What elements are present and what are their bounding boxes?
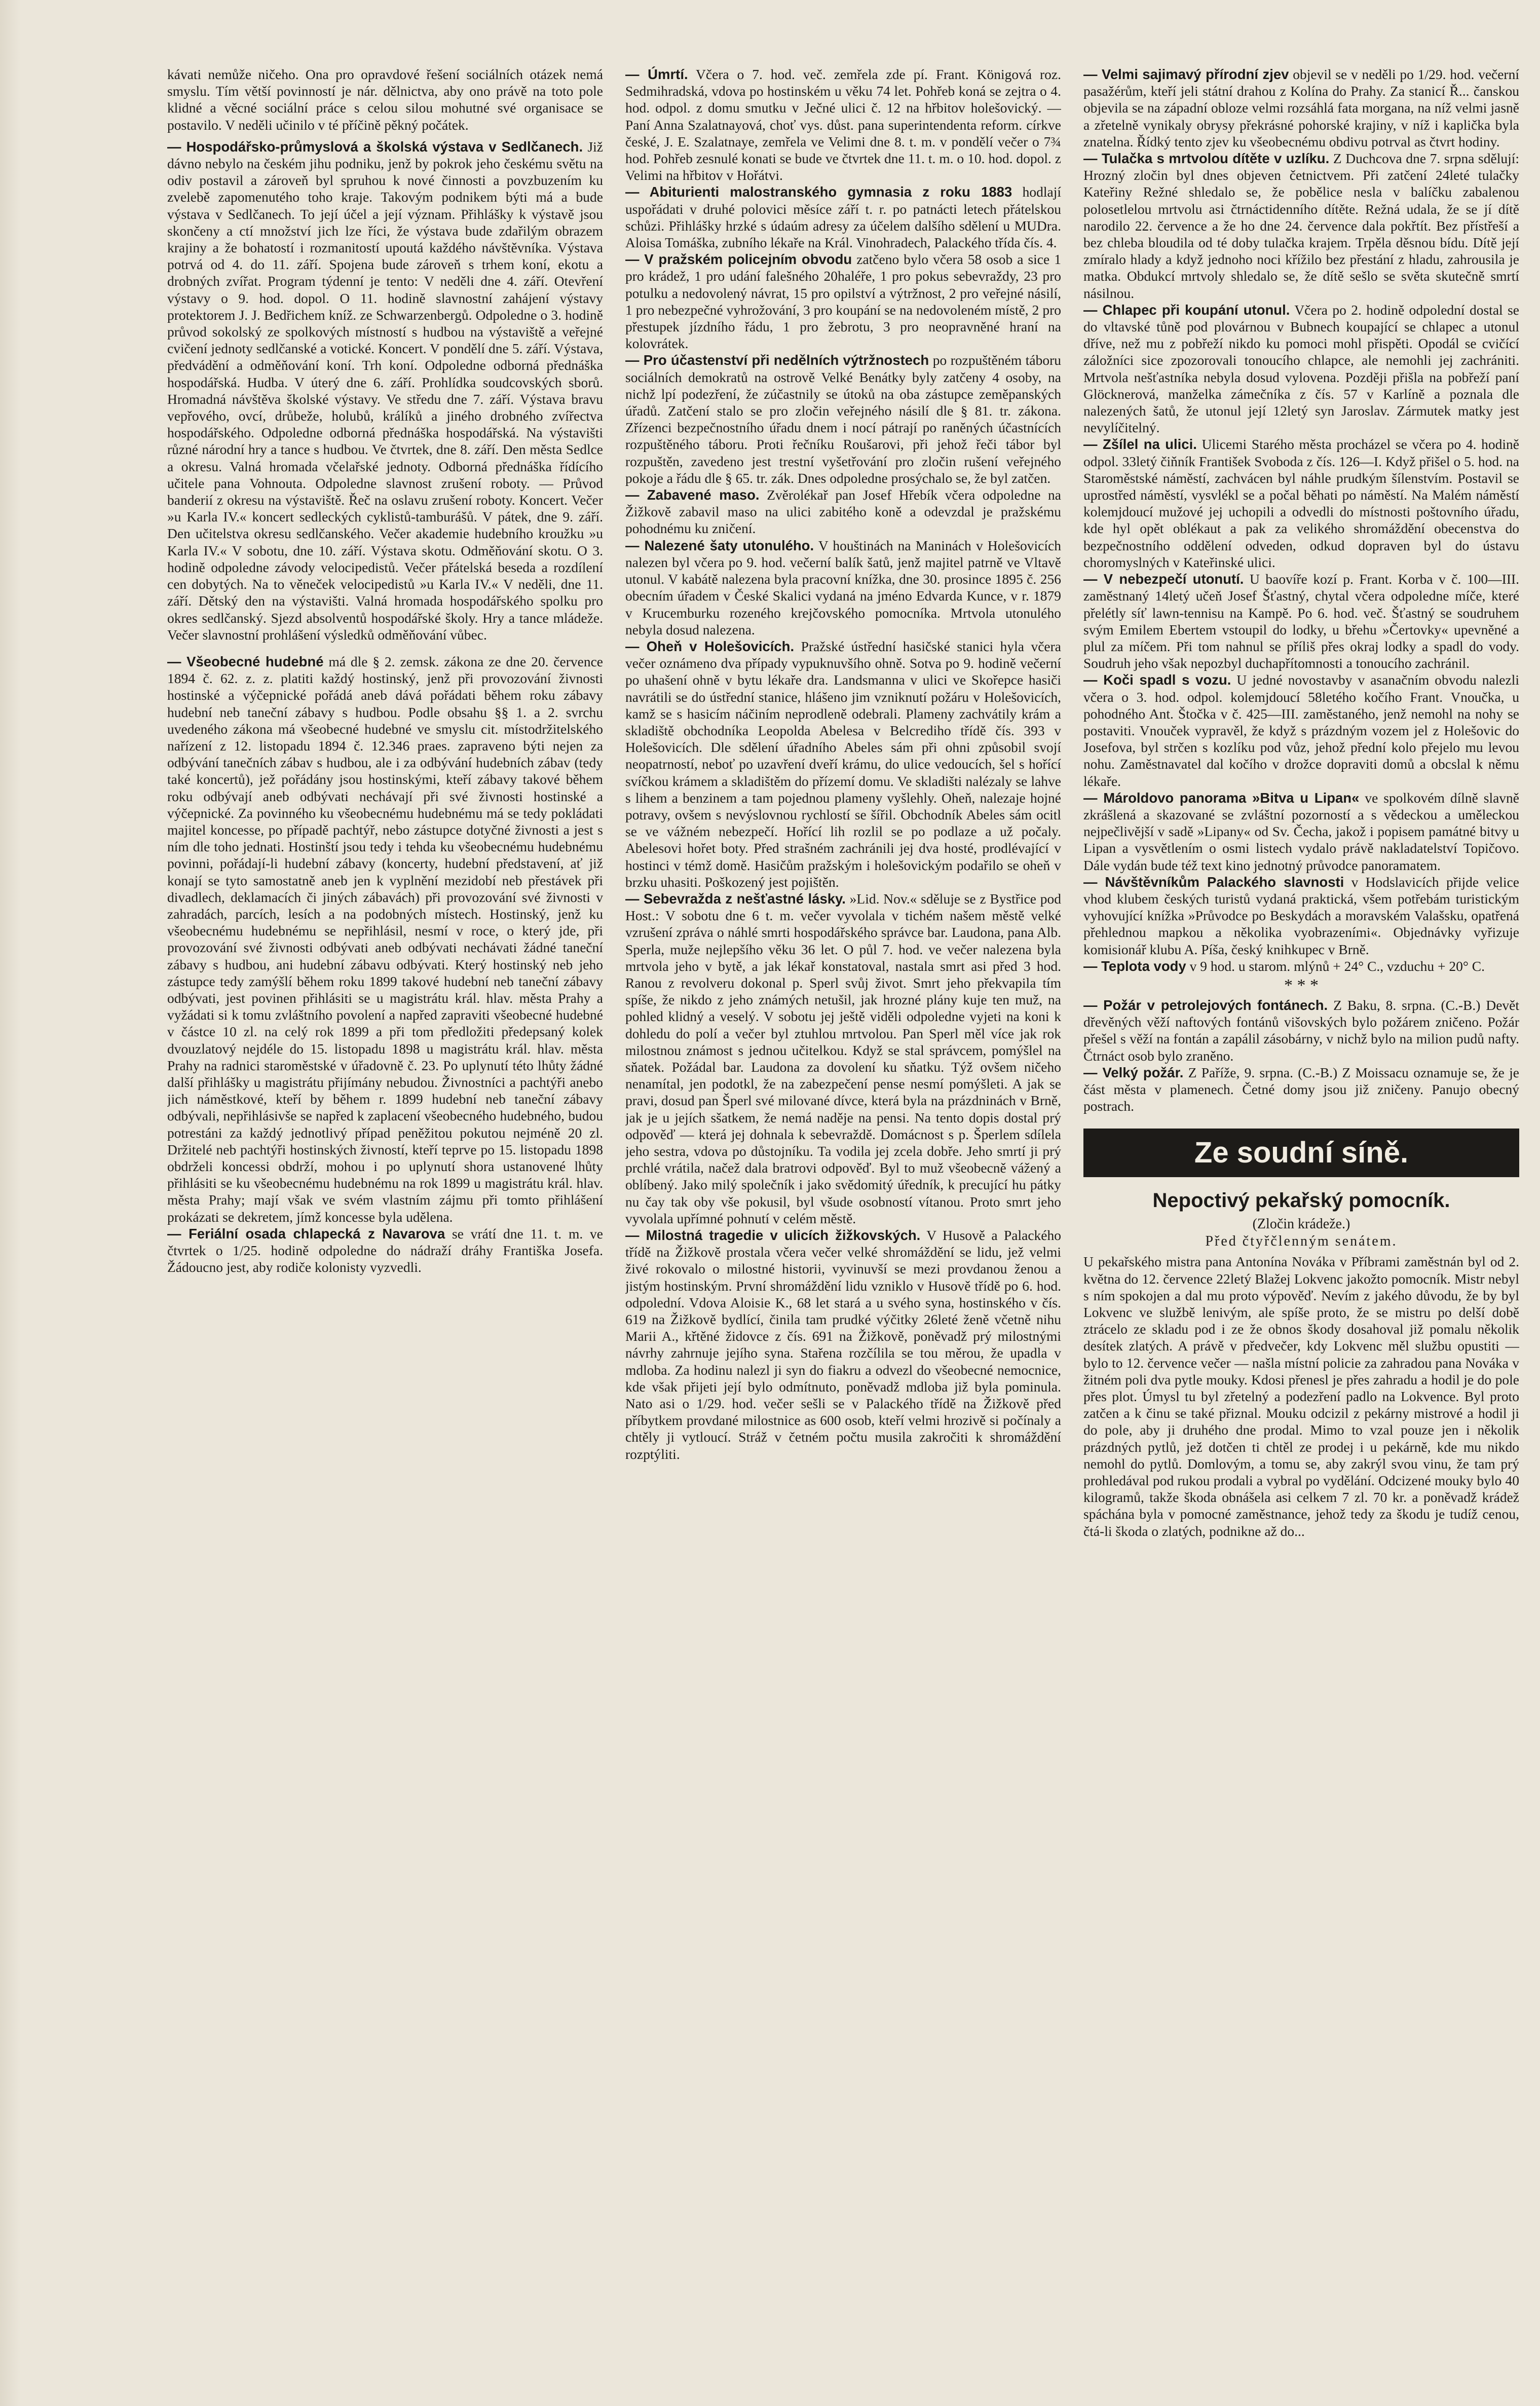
news-headline: — Všeobecné hudebné bbox=[167, 653, 324, 669]
news-item bbox=[1083, 66, 1519, 150]
article-kicker: Před čtyřčlenným senátem. bbox=[1205, 1233, 1398, 1250]
news-headline: — Požár v petrolejových fontánech. bbox=[1083, 997, 1328, 1013]
news-headline: — Zšílel na ulici. bbox=[1083, 436, 1197, 453]
news-item bbox=[1083, 790, 1519, 874]
news-item bbox=[625, 183, 1061, 251]
news-body: má dle § 2. zemsk. zákona ze dne 20. července 1894 č. 62. z. z. platiti každý hostinský, jenž při provozování živnosti hostinské a výčepnické pořádá aneb dává pořádati během roku zábavy hudební neb taneční zábavy s hudbou. Podle obsahu §§ 1. a 2. svrchu uvedeného zákona má všeobecné hudebné ve smyslu cit. místodržitelského nařízení z 12. listopadu 1894 č. 12.346 praes. zapraveno býti nejen za odbývání tanečních zábav s hudbou, ale i za odbývání hudebních zábav (tedy také koncertů), jež pořádány jsou hostinskými, kteří zábavy takové během roku odbývají aneb odbývati nechávají při své živnosti hostinské a výčepnické. Za povinného ku všeobecnému hudebnému má se tedy pokládati majitel koncesse, po případě pachtýř, nebo zástupce dotyčné živnosti a jest s ním dle toho jednati. Hostinští jsou tedy i tehda ku všeobecnému hudebnému povinni, pořádají-li hudební zábavy (koncerty, hudební představení, ať již konají se tyto samostatně aneb jen k vyplnění mezidobí neb přestávek při divadlech, deklamacích či jiných zábavách) při provozování své živnosti v zahradách, parcích, lesích a na podobných místech. Hostinský, jenž ku všeobecnému hudebnému se nepřihlásil, nesmí v roce, o který jde, při provozování své živnosti odbývati aneb odbývati nechávati žádné taneční zábavy s hudbou, ani hudební zábavu odbývati. Který hostinský neb jeho zástupce tedy zamýšlí během roku 1899 takové hudební neb taneční zábavy odbývati, jest povinen přihlásiti se u magistrátu král. hlav. města Prahy a vyžádati si k tomu zvláštního povolení a napřed zapraviti všeobecné hudebné v částce 10 zl. na celý rok 1899 a při tom předložiti předepsaný kolek dvouzlatový nejdéle do 15. listopadu 1898 u magistrátu král. hlav. města Prahy na radnici staroměstské v úřadovně č. 23. Po uplynutí této lhůty žádné další přihlášky u magistrátu přijímány nebudou. Živnostníci a pachtýři anebo jich náměstkové, kteří by během r. 1899 hudební neb taneční zábavy odbývali, nepřihlásivše se napřed k zaplacení všeobecného hudebného, budou potrestáni za každý jednotlivý případ peněžitou pokutou nejméně 20 zl. Držitelé neb pachtýři hostinských živností, kteří teprve po 15. listopadu 1898 obdrželi koncessi obdrží, mohou i po uplynutí shora ustanovené lhůty přihlásiti se ku všeobecnému hudebnému na rok 1899 u magistrátu král. hlav. města Prahy; mají však ve svém vlastním zájmu při tomto přihlášení prokázati se dekretem, jímž koncesse byla udělena. bbox=[167, 653, 603, 1225]
news-body: Z Paříže, 9. srpna. (C.-B.) Z Moissacu oznamuje se, že je část města v plamenech. Četné domy jsou již zničeny. Panujo obecný postrach. bbox=[1083, 1064, 1519, 1114]
news-item bbox=[1083, 302, 1519, 436]
news-headline: — Návštěvníkům Palackého slavnosti bbox=[1083, 874, 1344, 890]
column-3 bbox=[1083, 66, 1519, 2377]
news-headline: — Pro účastenství při nedělních výtržnostech bbox=[625, 352, 929, 368]
news-body: »Lid. Nov.« sděluje se z Bystřice pod Host.: V sobotu dne 6 t. m. večer vyvolala v tichém našem městě velké vzrušení zpráva o náhlé smrti hospodářského správce bar. Laudona, pana Alb. Sperla, muže nejlepšího věku 36 let. O půl 7. hod. ve večer nalezena byla mrtvola jeho v bytě, a jak lékař konstatoval, nastala smrt asi před 3 hod. Ranou z revolveru dokonal p. Sperl svůj život. Smrt jeho překvapila tím spíše, že nikdo z jeho známých netušil, jak hrozné plány kuje ten muž, na pohled klidný a veselý. V sobotu jej ještě viděli odpoledne vyjeti na koni k dohledu do polí a večer byl ztuhlou mrtvolou. Pan Sperl měl více jak rok milostnou známost s jednou učitelkou. Když se stal správcem, pomýšlel na sňatek. Požádal bar. Laudona za dovolení ku sňatku. Týž ovšem ničeho nenamítal, jen podotkl, že na zabezpečení pense nesmí pomýšleti. A jak se pravi, dosud pan Šperl své milované dívce, která byla na prázdninách v Brně, jak je u jejích sšatkem, že nemá naděje na pensi. Na tento dopis dostal prý odpověď — která jej dohnala k sebevraždě. Domácnost s p. Šperlem sdílela jeho sestra, vdova po důstojníku. Ta vodila jej zcela dobře. Jeho smrtí ji prý prchlé vrátila, načež dala bratrovi odpověď. Byl to muž všeobecně vážený a oblíbený. Jako milý společník i jako svědomitý úředník, k precující hu pátky nu čay tak oby vše pokusil, byl všude osobností vítanou. Proto smrt jeho vyvolala upřímné pohnutí v celém městě. bbox=[625, 890, 1061, 1226]
separator-stars: * * * bbox=[1284, 975, 1319, 995]
news-item bbox=[1083, 671, 1519, 789]
news-body: Ulicemi Starého města procházel se včera po 4. hodině odpol. 33letý čiňník František Svoboda z čís. 126—I. Když přišel o 5. hod. na Staroměstské náměstí, zachvácen byl náhle prudkým šílenstvím. Postavil se uprostřed náměstí, vysvlékl se a počal běhati po náměstí. Na Malém náměstí kolemjdoucí mužové jej uchopili a odvedli do místnosti poštovního úřadu, kde hyl opět oblékaut a pak za velikého shromáždění obecenstva do bezpečnostního oddělení odveden, odkud dopraven byl do ústavu choromyslných v Kateřinské ulici. bbox=[1083, 436, 1519, 570]
news-headline: — V pražském policejním obvodu bbox=[625, 251, 852, 268]
column-2 bbox=[625, 66, 1061, 2377]
news-headline: — Feriální osada chlapecká z Navarova bbox=[167, 1225, 445, 1242]
news-headline: — Abiturienti malostranského gymnasia z roku 1883 bbox=[625, 184, 1012, 200]
news-headline: — Velmi sajimavý přírodní zjev bbox=[1083, 66, 1289, 82]
article-title: Nepoctivý pekařský pomocník. bbox=[1152, 1189, 1450, 1212]
news-body: hodlají uspořádati v druhé polovici měsíce září t. r. po patnácti letech přátelskou schůzi. Přihlášky hrzké s údaúm adresy za účelem dalšího sdělení u MUDra. Aloisa Tomáška, zubního lékaře na Král. Vinohradech, Palackého třída čís. 4. bbox=[625, 184, 1061, 251]
news-item bbox=[625, 486, 1061, 537]
news-headline: — Tulačka s mrtvolou dítěte v uzlíku. bbox=[1083, 151, 1330, 167]
news-headline: — V nebezpečí utonutí. bbox=[1083, 571, 1244, 587]
news-body: ve spolkovém dílně slavně zkrášlená a skazované se zvláštní pozorností a s vědeckou a uměleckou nejpečlivější v sadě »Lipany« od Sv. Čecha, jakož i popisem památné bitvy u Lipan a vysvětlením o osmi listech vydalo právě nakladatelství Topičovo. Dále vydán bude též text kino jednotný průvodce panoramatem. bbox=[1083, 790, 1519, 873]
news-headline: — Oheň v Holešovicích. bbox=[625, 638, 795, 654]
news-body: Včera po 2. hodině odpolední dostal se do vltavské tůně pod plovárnou v Bubnech koupající se chlapec a utonul dříve, než mu z pobřeží nikdo ku pomoci mohl přispěti. Opodál se cvičící záložníci sice zpozorovali tonoucího chlapce, ale nemohli jej zachrániti. Mrtvola nešťastníka nebyla dosud vylovena. Později přišla na pobřeží paní Glöcknerová, manželka zámečníka z čís. 57 v Karlíně a poznala dle nalezených šatů, že utonul její 12letý syn Jaroslav. Zármutek matky jest nevylíčitelný. bbox=[1083, 302, 1519, 436]
news-body: U jedné novostavby v asanačním obvodu nalezli včera o 3. hod. odpol. kolemjdoucí 58letého kočího Frant. Vnoučka, u pohodného Ant. Štočka v č. 425—III. zaměstaného, jenž nemohl na nohy se postaviti. Vnouček vypravěl, že když s prázdným vozem jel z Holešovic do Josefova, byl strčen s kozlíku pod vůz, jehož přední kolo přejelo mu levou nohu. Zaměstnavatel dal kočího v drožce dopraviti domů a obcslal k němu lékaře. bbox=[1083, 672, 1519, 789]
news-headline: — Hospodářsko-průmyslová a školská výstava v Sedlčanech. bbox=[167, 138, 583, 155]
news-item bbox=[1083, 571, 1519, 671]
news-headline: — Mároldovo panorama »Bitva u Lipan« bbox=[1083, 790, 1360, 806]
news-body: U baovíře kozí p. Frant. Korba v č. 100—III. zaměstnaný 14letý učeň Josef Šťastný, chytal včera odpoledne míče, které přelétly síť lawn-tennisu na Kampě. Po 6. hod. več. Šťastný se soudruhem svým Emilem Ebertem vstoupil do lodky, u břehu »Čertovky« upevněné a plul za míčem. Při tom nahnul se příliš přes okraj lodky a spadl do vody. Soudruh jeho však nepozbyl duchapřítomnosti a tonoucího zachránil. bbox=[1083, 571, 1519, 671]
news-headline: — Zabavené maso. bbox=[625, 487, 760, 503]
news-body: v Hodslavicích přijde velice vhod klubem českých turistů vydaná praktická, všem potřebám turistickým vyhovující knížka »Průvodce po Beskydách a moravském Valašsku, opatřená přehlednou mapkou a několika vyobrazeními«. Objednávky vyřizuje komisionář klubu A. Píša, český knihkupec v Brně. bbox=[1083, 874, 1519, 957]
news-body: Včera o 7. hod. več. zemřela zde pí. Frant. Königová roz. Sedmihradská, vdova po hostinském u věku 74 let. Pohřeb koná se zejtra o 4. hod. odpol. z domu smutku v Ječné ulici č. 12 na hřbitov holešovický. — Paní Anna Szalatnayová, choť vys. důst. pana superintendenta reform. církve české, J. E. Szalatnaye, zemřela ve Velimi dne 8. t. m. v pondělí večer o 7¾ hod. Pohřeb zesnulé konati se bude ve čtvrtek dne 11. t. m. o 10. hod. dopol. z Velimi na hřbitov v Hořátvi. bbox=[625, 66, 1061, 183]
news-item bbox=[1083, 997, 1519, 1064]
news-body: objevil se v neděli po 1/29. hod. večerní pasažérům, kteří jeli státní drahou z Kolína do Prahy. Za stanicí Ř... čanskou objevila se na západní obloze velmi rozsáhlá fata morgana, na níž velmi jasně a zřetelně vynikaly obrysy překrásné pohorské krajiny, v níž i kaplička byla znatelna. Řídký tento zjev ku všeobecnému obdivu potrval as čtvrt hodiny. bbox=[1083, 66, 1519, 149]
section-header-court: Ze soudní síně. bbox=[1083, 1129, 1519, 1177]
news-item bbox=[625, 537, 1061, 638]
news-body: v 9 hod. u starom. mlýnů + 24° C., vzduchu + 20° C. bbox=[1189, 958, 1485, 974]
columns bbox=[167, 66, 1520, 2377]
news-item bbox=[625, 638, 1061, 890]
news-headline: — Chlapec při koupání utonul. bbox=[1083, 302, 1290, 318]
news-body: V houštinách na Maninách v Holešovicích nalezen byl včera po 9. hod. večerní balík šatů, jenž majitel patrně ve Vltavě utonul. V kabátě nalezena byla pracovní knížka, dne 30. prosince 1895 č. 256 obecním úřadem v České Skalici vydaná na jméno Edvarda Kunce, v r. 1879 v Krucemburku rozeného krejčovského pomocníka. Mrtvola utonulého nebyla dosud nalezena. bbox=[625, 537, 1061, 637]
news-headline: — Milostná tragedie v ulicích žižkovských. bbox=[625, 1227, 921, 1244]
paragraph: kávati nemůže ničeho. Ona pro opravdové řešení sociálních otázek nemá smyslu. Tím větší povinností je nár. dělnictva, aby ono právě na toto pole klidné a věcné sociální práce s celou silou mohutné své organisace se postavilo. V neděli učinilo v té příčině pěkný počátek. bbox=[167, 66, 603, 133]
news-headline: — Nalezené šaty utonulého. bbox=[625, 537, 814, 553]
article-body: U pekařského mistra pana Antonína Nováka v Příbrami zaměstnán byl od 2. května do 12. července 22letý Blažej Lokvenc jakožto pomocník. Mistr nebyl s ním spokojen a dal mu proto výpověď. Nevím z jakého důvodu, že by byl Lokvenc ve službě lenivým, ale spíše proto, že se mistru po delší době ztrácelo ze skladu pod i ze že obnos škody dosahoval již pomalu několik desítek zlatých. A právě v předvečer, kdy Lokvenc měl službu opustiti — bylo to 12. července večer — našla místní policie za zahradou pana Nováka v žitném poli dva pytle mouky. Kdosi přenesl je přes zahradu a hodil je do pole přes plot. Úmysl tu byl zřetelný a podezření padlo na Lokvence. Byl proto zatčen a k činu se také přiznal. Mouku odcizil z pekárny mistrové a hodil ji do pole, aby ji druhého dne prodal. Mimo to vzal pouze jen i několik prázdných pytlů, jež dotčen ti chtěl ze prodej i u pekárně, kde mu nikdo nemohl do pytlů. Domlovým, a tomu se, aby zakrýl svou vinu, že tam prý prohledával pod rukou prodali a vybral po vydělání. Odcizené mouky bylo 40 kilogramů, takže škoda obnášela asi celkem 7 zl. 70 kr. a poněvadž krádež spáchána byla v pomocné zaměstnance, jehož tedy za škodu je tudíž cenou, čtá-li škoda o zlatých, podnikne až do... bbox=[1083, 1254, 1519, 1539]
news-item bbox=[625, 66, 1061, 183]
news-item bbox=[167, 653, 603, 1225]
news-body: po rozpuštěném táboru sociálních demokratů na ostrově Velké Benátky byly zatčeny 4 osoby, na nichž lpí podezření, že zúčastnily se útoků na oba zástupce zeměpanských úřadů. Zatčení stalo se pro zločin veřejného násilí dle § 81. tr. zákona. Zřízenci bezpečnostního úřadu dnem i nocí pátrají po raněných účastnících rozpuštěného táboru. Proti řečníku Roušarovi, při jehož řeči tábor byl rozpuštěn, zavedeno jest trestní vyšetřování pro zločin rušení veřejného pokoje a řádu dle § 65. tr. zák. Dnes odpoledne prosýchalo se, že byl zatčen. bbox=[625, 352, 1061, 486]
news-body: Již dávno nebylo na českém jihu podniku, jenž by pokrok jeho českému světu na odiv postavil a zároveň byl spruhou k nové činnosti a povzbuzením ku zvelebě zapomenutého toho kraje. Takovým podnikem býti má a bude výstava v Sedlčanech. To její účel a její význam. Přihlášky k výstavě jsou skončeny a ctí množství jich lze říci, že výstava bude zdařilým obrazem krajiny a že bohatostí i rozmanitostí upoutá každého návštěvníka. Výstava potrvá od 4. do 11. září. Spojena bude zároveň s trhem koní, ekotu a drobných zvířat. Program týdenní je tento: V neděli dne 4. září. Otevření výstavy o 9. hod. dopol. O 11. hodině slavnostní zahájení výstavy protektorem J. J. Bedřichem kníž. ze Schwarzenbergů. Odpoledne o 3. hodině průvod sokolský ze spolkových místností s hudbou na výstaviště a veřejné cvičení jednoty sedlčanské a votické. Koncert. V pondělí dne 5. září. Výstava, předvádění a odměňování koní. Trh koní. Odpoledne odborná přednáška hospodářská. Hudba. V úterý dne 6. září. Prohlídka soudcovských sborů. Hromadná návštěva školské výstavy. Ve středu dne 7. září. Výstava bravu vepřového, ovcí, drůbeže, holubů, králíků a jiného drobného zvířectva hospodářského. Odpoledne odborná přednáška hospodářská. Na výstavišti různé národní hry a tance s hudbou. Ve čtvrtek, dne 8. září. Den města Sedlce a okresu. Valná hromada včelařské jednoty. Odborná přednáška řídícího učitele pana Vohnouta. Odpoledne slavnost zrušení roboty. — Průvod banderií z okresu na výstaviště. Řeč na oslavu zrušení roboty. Koncert. Večer »u Karla IV.« koncert sedleckých cyklistů-tamburášů. V pátek, dne 9. září. Den učitelstva okresu sedlčanského. Večer akademie hudebního kroužku »u Karla IV.« V sobotu, dne 10. září. Výstava skotu. Odměňování skotu. O 3. hodině odpoledne závody velocipedistů. Večer přátelská beseda a rozdílení cen dobytých. Na to věneček velocipedistů »u Karla IV.« V neděli, dne 11. září. Dětský den na výstavišti. Valná hromada hospodářského spolku pro okres sedlčanský. Sjezd absolventů hospodářské školy. Hry a tance mládeže. Večer slavnostní prohlášení výsledků odměňování vůbec. bbox=[167, 138, 603, 643]
news-body: Pražské ústřední hasičské stanici hyla včera večer oznámeno dva případy vypuknuvšího ohně. Sotva po 9. hodině večerní po uhašení ohně v bytu lékaře dra. Landsmanna v ulici ve Skořepce hasiči navrátili se do ústřední stanice, hlášeno jim vzniknutí požáru v Holešovicích, kamž se s hasicím náčiním neprodleně odebrali. Plameny zachvátily krám a skladiště obchodníka Leopolda Abelesa v Belcrediho třídě čís. 393 v Holešovicích. Dle sdělení úřadního Abeles sám při ohni způsobil svojí neopatrností, neboť po uzavření dveří krámu, do ulice vedoucích, šel s hořící svíčkou krámem a skladištěm do přízemí domu. Ve skladišti nalézaly se lahve s lihem a benzinem a tam pojednou plameny vyšlehly. Oheň, nalezaje hojné potravy, ovšem s nevýslovnou rychlostí se šířil. Obchodník Abeles sám ocitl se ve vážném nebezpečí. Hořící lih rozlil se po podlaze a už počaly. Abelesovi hořet boty. Před strašném zachránili jej dva hosté, prodlévající v hostinci v témž domě. Hasičům pražským i holešovickým podařilo se oheň v brzku uhasiti. Poškozený jest pojištěn. bbox=[625, 638, 1061, 890]
news-item bbox=[625, 1227, 1061, 1462]
news-body: Zvěrolékař pan Josef Hřebík včera odpoledne na Žižkově zabavil maso na ulici zabitého koně a odevzdal je pražskému pohodnému ku zničení. bbox=[625, 487, 1061, 537]
news-item bbox=[625, 890, 1061, 1227]
news-body: Z Baku, 8. srpna. (C.-B.) Devět dřevěných věží naftových fontánů višovských bylo požárem zničeno. Požár přešel s věží na fontán a zapálil zásobárny, v nichž bylo na milion pudů nafty. Čtrnáct osob bylo zraněno. bbox=[1083, 997, 1519, 1064]
news-headline: — Sebevražda z nešťastné lásky. bbox=[625, 890, 846, 907]
article-subtitle: (Zločin krádeže.) bbox=[1252, 1216, 1350, 1232]
news-headline: — Úmrtí. bbox=[625, 66, 688, 82]
column-1 bbox=[167, 66, 603, 2377]
news-headline: — Koči spadl s vozu. bbox=[1083, 672, 1231, 688]
news-item bbox=[167, 1225, 603, 1276]
news-item bbox=[625, 251, 1061, 352]
news-item bbox=[1083, 150, 1519, 302]
news-item bbox=[167, 138, 603, 643]
news-headline: — Teplota vody bbox=[1083, 958, 1186, 974]
news-item bbox=[1083, 436, 1519, 571]
news-item bbox=[625, 352, 1061, 486]
news-body: zatčeno bylo včera 58 osob a sice 1 pro krádež, 1 pro udání falešného 20haléře, 1 pro pokus sebevraždy, 23 pro potulku a nedovolený návrat, 15 pro opilství a výtržnost, 2 pro veřejné násilí, 1 pro nebezpečné vyhrožování, 3 pro koupání se na nedovoleném místě, 2 pro přestupek jízdního řádu, 1 pro žebrotu, 3 pro neopravněné hraní na kolovrátek. bbox=[625, 251, 1061, 352]
news-item bbox=[1083, 958, 1519, 974]
news-body: se vrátí dne 11. t. m. ve čtvrtek o 1/25. hodině odpoledne do nádraží dráhy Františka Josefa. Žádoucno jest, aby rodiče kolonisty vyzvedli. bbox=[167, 1225, 603, 1275]
news-headline: — Velký požár. bbox=[1083, 1064, 1184, 1080]
news-item bbox=[1083, 874, 1519, 958]
news-body: Z Duchcova dne 7. srpna sdělují: Hrozný zločin byl dnes objeven četnictvem. Při zatčení 24leté tulačky Kateřiny Režné shledalo se, že pobělice nesla v balíčku zabalenou polosetlelou mrtvolu asi čtrnáctidenního dítěte. Režná udala, že se jí dítě narodilo 22. července a že ho dne 24. července dala pokřtít. Bez přístřeší a bez chleba bloudila od té doby tulačka krajem. Trpěla děsnou bídu. Dítě její zmíralo hlady a když jednoho noci křížilo bez přestání z hladu, zahrousila je matka. Obdukcí mrtvoly shledalo se, že dítě sešlo se světa skutečně smrtí násilnou. bbox=[1083, 151, 1519, 301]
news-body: V Husově a Palackého třídě na Žižkově prostala včera večer velké shromáždění se lidu, jež velmi živé rokovalo o milostné historii, vyvinuvší se mezi provdanou ženou a jistým hostinským. První shromáždění lidu vzniklo v Husově třídě po 6. hod. odpolední. Vdova Aloisie K., 68 let stará a u svého syna, hostinského v čís. 619 na Žižkově bydlící, činila tam prudké výčitky 26leté ženě včetně nihu Marii A., křtěné židovce z čís. 691 na Žižkově, poněvadž prý milostnými návrhy zahrnuje jejího syna. Stařena rozčílila se tou měrou, že upadla v mdloba. Za hodinu nalezl ji syn do fiakru a odvezl do všeobecné nemocnice, kde však přijeti její bylo odmítnuto, poněvadž mdloba již byla pominula. Nato asi o 1/29. hod. večer sešli se v Palackého třídě na Žižkově před příbytkem provdané milostnice as 600 osob, kteří velmi hrozivě si počínaly a chtěly ji vytloucí. Stráž v četném počtu musila zakročiti k shromáždění rozptýliti. bbox=[625, 1227, 1061, 1462]
news-item bbox=[1083, 1064, 1519, 1115]
